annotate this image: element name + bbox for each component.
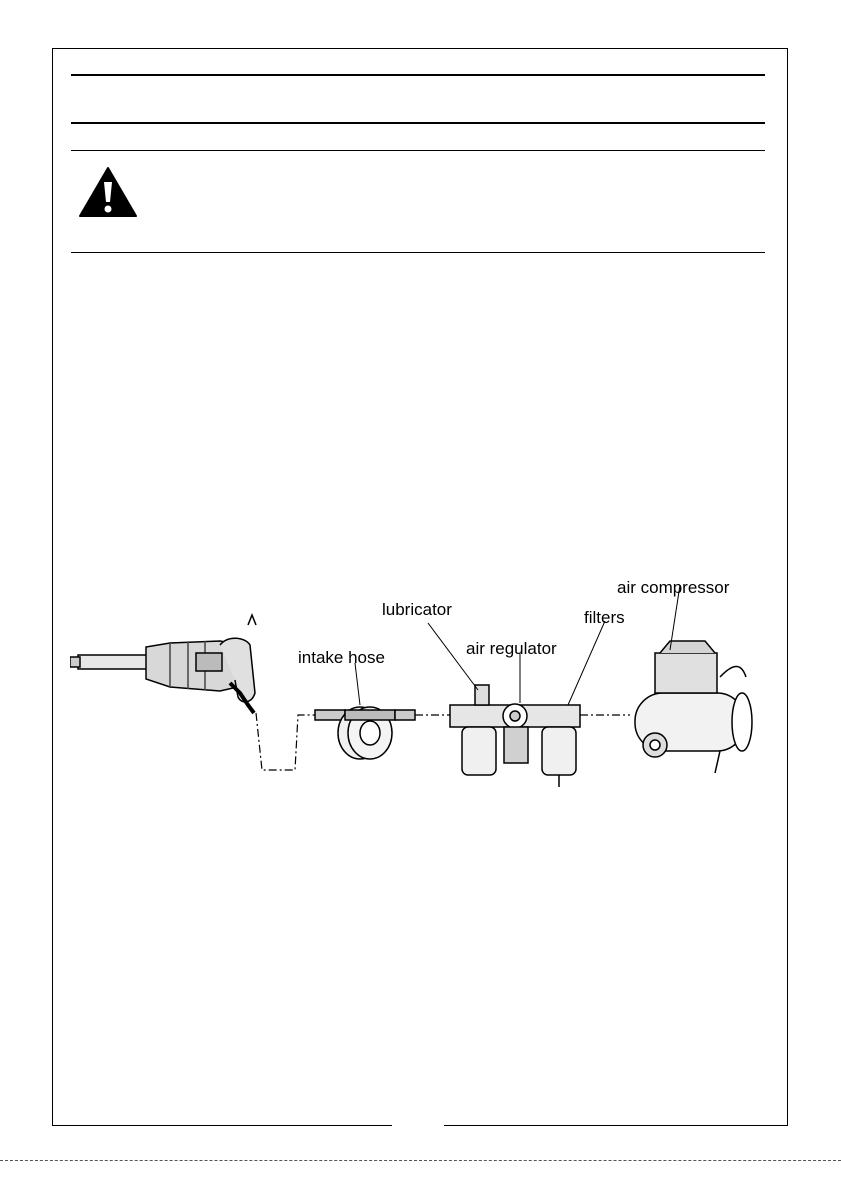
frl-unit — [450, 685, 580, 787]
page-trim-line — [0, 1160, 841, 1161]
label-air-regulator: air regulator — [466, 639, 557, 658]
intake-hose-coil — [315, 707, 415, 759]
header-rule-bottom — [71, 122, 765, 124]
header-rule-top — [71, 74, 765, 76]
label-filters: filters — [584, 608, 625, 627]
label-air-compressor: air compressor — [617, 578, 730, 597]
label-intake-hose: intake hose — [298, 648, 385, 667]
label-lubricator: lubricator — [382, 600, 452, 619]
page-number-gap — [392, 1122, 444, 1132]
air-compressor — [635, 641, 752, 773]
hose-line-1 — [256, 713, 315, 770]
warning-triangle-icon — [78, 166, 138, 218]
impact-wrench — [70, 615, 256, 713]
warning-box-bottom-rule — [71, 252, 765, 253]
warning-box-top-rule — [71, 150, 765, 151]
air-supply-diagram — [70, 565, 770, 795]
